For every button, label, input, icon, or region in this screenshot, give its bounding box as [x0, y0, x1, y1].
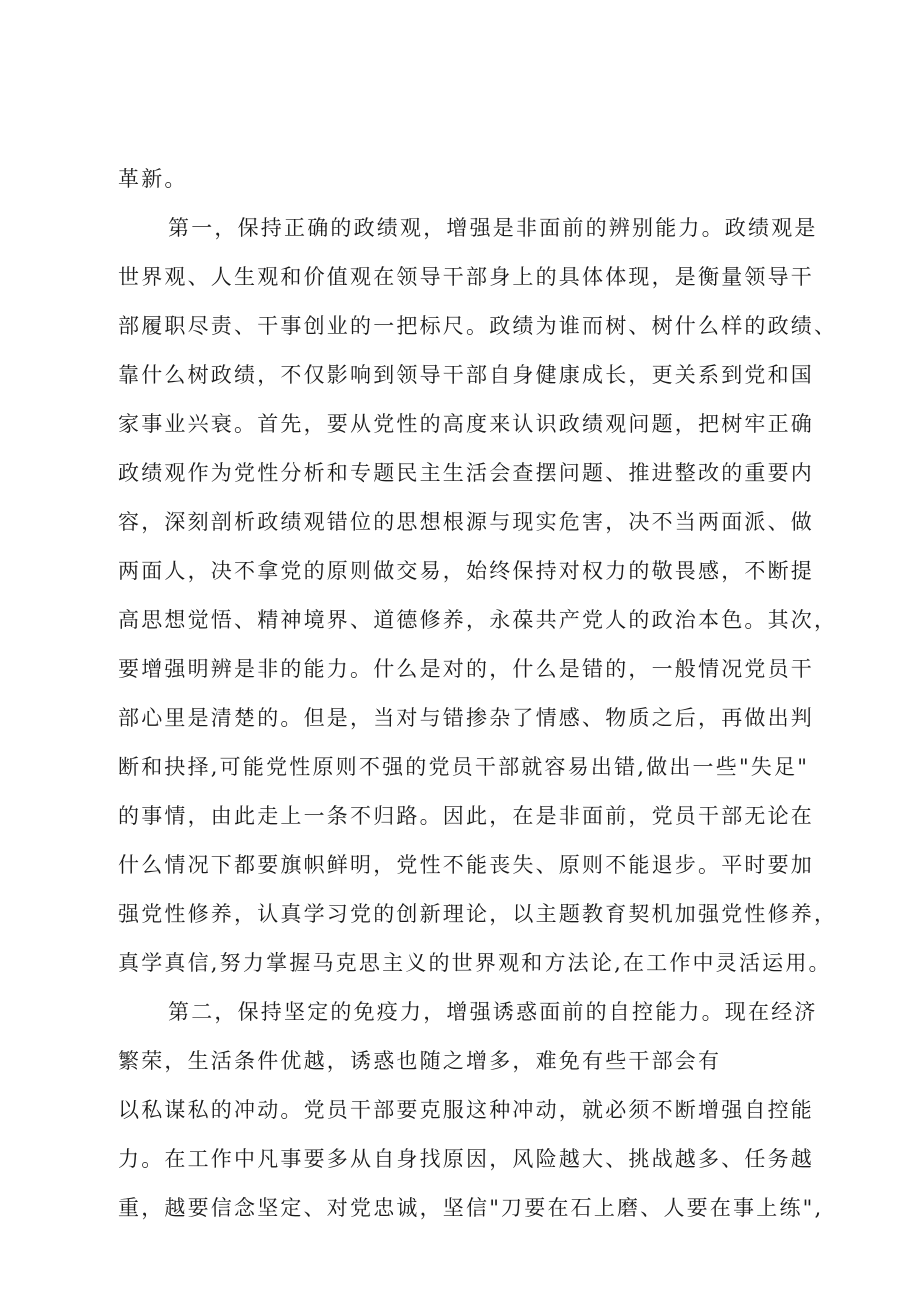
text-line: 政绩观作为党性分析和专题民主生活会查摆问题、推进整改的重要内 — [118, 461, 814, 485]
text-line: 什么情况下都要旗帜鲜明，党性不能丧失、原则不能退步。平时要加 — [118, 853, 814, 877]
text-line: 两面人，决不拿党的原则做交易，始终保持对权力的敬畏感，不断提 — [118, 559, 814, 583]
text-line: 部心里是清楚的。但是，当对与错掺杂了情感、物质之后，再做出判 — [118, 706, 814, 730]
text-line: 强党性修养，认真学习党的创新理论，以主题教育契机加强党性修养， — [118, 902, 838, 926]
text-line: 繁荣，生活条件优越，诱惑也随之增多，难免有些干部会有 — [118, 1049, 722, 1073]
text-line: 的事情，由此走上一条不归路。因此，在是非面前，党员干部无论在 — [118, 804, 814, 828]
text-line: 力。在工作中凡事要多从自身找原因，风险越大、挑战越多、任务越 — [118, 1147, 814, 1171]
paragraph-1-start: 第一，保持正确的政绩观，增强是非面前的辨别能力。政绩观是 — [168, 216, 818, 240]
text-line: 部履职尽责、干事创业的一把标尺。政绩为谁而树、树什么样的政绩、 — [118, 314, 838, 338]
text-line: 断和抉择,可能党性原则不强的党员干部就容易出错,做出一些"失足" — [118, 755, 810, 779]
text-line: 要增强明辨是非的能力。什么是对的，什么是错的，一般情况党员干 — [118, 657, 814, 681]
text-line: 容，深刻剖析政绩观错位的思想根源与现实危害，决不当两面派、做 — [118, 510, 814, 534]
text-line: 以私谋私的冲动。党员干部要克服这种冲动，就必须不断增强自控能 — [118, 1098, 814, 1122]
text-line: 高思想觉悟、精神境界、道德修养，永葆共产党人的政治本色。其次， — [118, 608, 838, 632]
text-line: 家事业兴衰。首先，要从党性的高度来认识政绩观问题，把树牢正确 — [118, 412, 814, 436]
paragraph-2-start: 第二，保持坚定的免疫力，增强诱惑面前的自控能力。现在经济 — [168, 1000, 818, 1024]
text-line: 靠什么树政绩，不仅影响到领导干部自身健康成长，更关系到党和国 — [118, 363, 814, 387]
text-line: 真学真信,努力掌握马克思主义的世界观和方法论,在工作中灵活运用。 — [118, 951, 832, 975]
text-line: 重，越要信念坚定、对党忠诚，坚信"刀要在石上磨、人要在事上练", — [118, 1196, 824, 1220]
text-line: 世界观、人生观和价值观在领导干部身上的具体体现，是衡量领导干 — [118, 265, 814, 289]
text-line: 革新。 — [118, 167, 188, 191]
